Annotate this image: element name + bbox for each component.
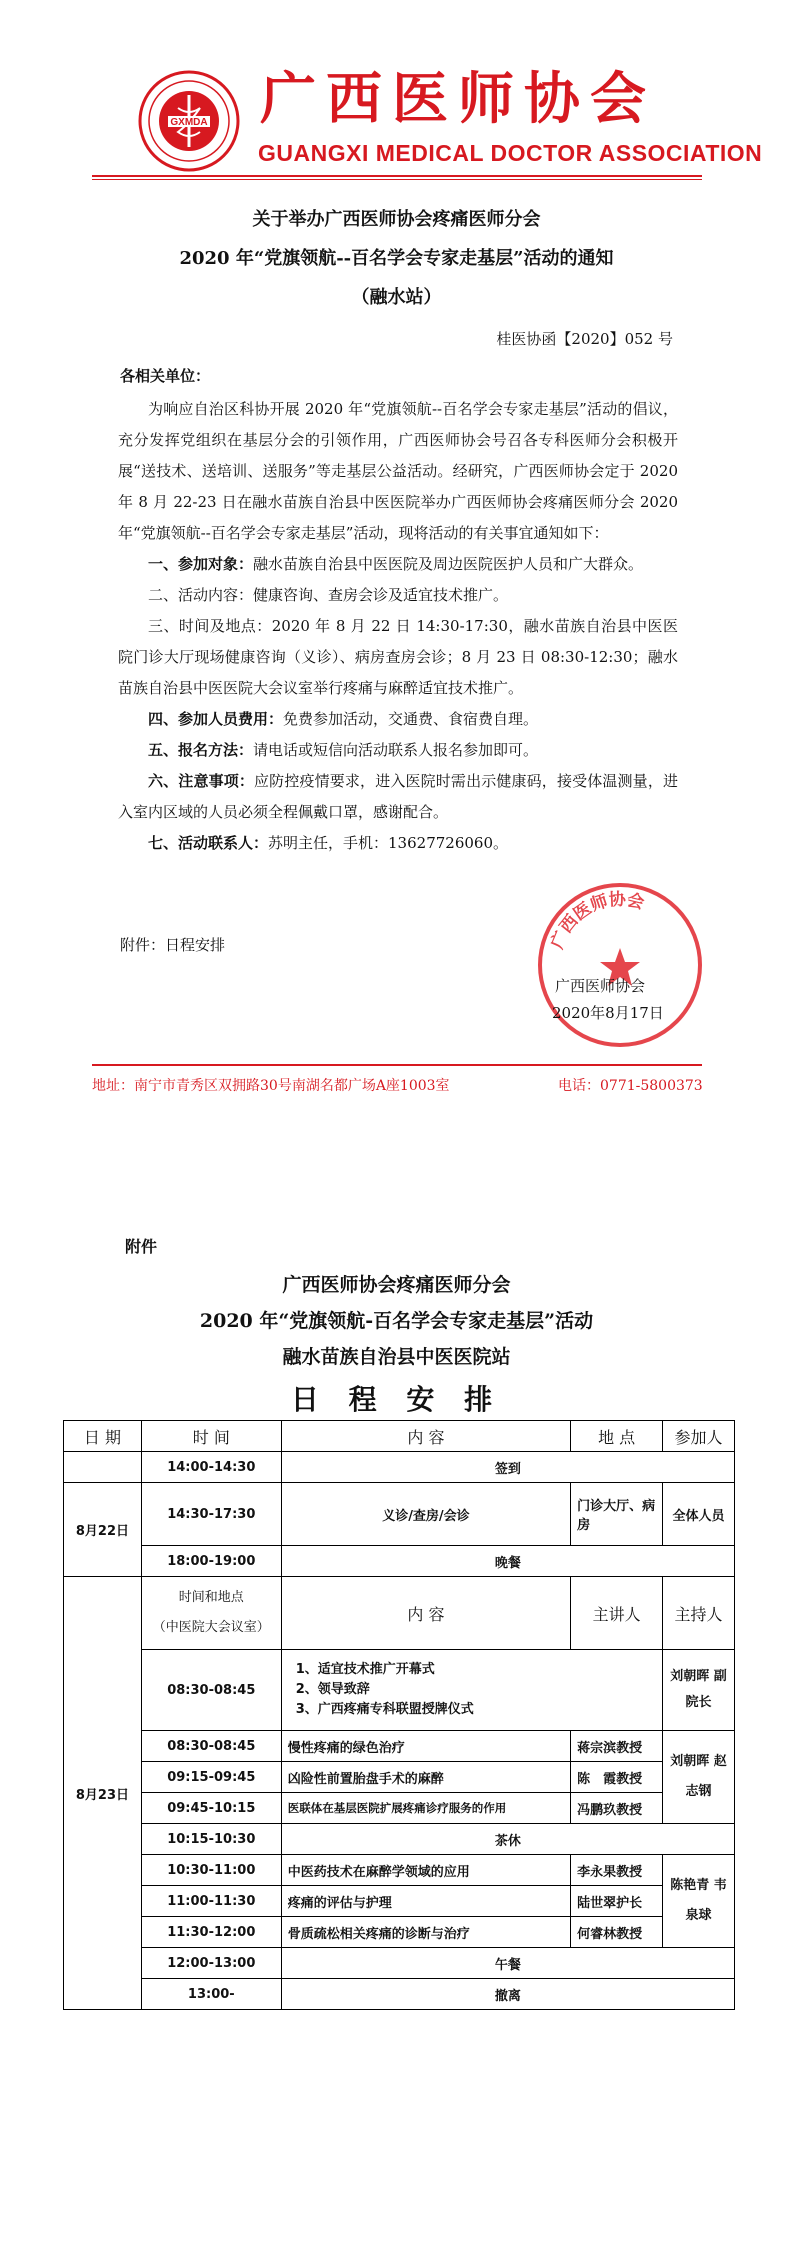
footer-phone: 电话：0771-5800373 xyxy=(558,1078,703,1094)
time-cell: 13:00- xyxy=(141,1979,281,2010)
intro-paragraph: 为响应自治区科协开展 2020 年“党旗领航--百名学会专家走基层”活动的倡议，充分发挥党组织在基层分会的引领作用，广西医师协会号召各专科医师分会积极开展“送技术、送培训、送服务”等走基层公益活动。经研究，广西医师协会定于 2020 年 8 月 22-23 日在融水苗族自治县中医医院举办广西医师协会疼痛医师分会 2020 年“党旗领航--百名学会专家走基层”活动，现将活动的有关事宜通知如下： xyxy=(118,400,678,542)
item-label: 四、参加人员费用： xyxy=(148,710,284,728)
document-number: 桂医协函【2020】052 号 xyxy=(496,330,673,348)
content-cell: 茶休 xyxy=(281,1824,734,1855)
time-cell: 14:30-17:30 xyxy=(141,1483,281,1546)
signer: 广西医师协会 xyxy=(555,977,646,995)
time-cell: 11:00-11:30 xyxy=(141,1886,281,1917)
table-row xyxy=(64,1483,735,1546)
item-5 xyxy=(118,735,678,766)
subheader-speaker: 主讲人 xyxy=(571,1577,663,1650)
table-row xyxy=(64,1731,735,1762)
speaker-cell: 陈 霞教授 xyxy=(571,1762,663,1793)
content-cell: 撤离 xyxy=(281,1979,734,2010)
time-cell: 10:30-11:00 xyxy=(141,1855,281,1886)
item-3 xyxy=(118,611,678,704)
header-rule xyxy=(92,175,702,177)
time-place-label: 时间和地点 xyxy=(178,1590,244,1605)
notice-body xyxy=(118,394,678,859)
item-text: 2020 年 8 月 22 日 14:30-17:30，融水苗族自治县中医医院门诊大厅现场健康咨询（义诊）、病房查房会诊；8 月 23 日 08:30-12:30；融水苗族自治县中医医院大会议室举行疼痛与麻醉适宜技术推广。 xyxy=(118,617,678,697)
speaker-cell: 冯鹏玖教授 xyxy=(571,1793,663,1824)
table-row xyxy=(64,1650,735,1731)
item-6 xyxy=(118,766,678,828)
header-rule-thin xyxy=(92,179,702,180)
time-cell: 12:00-13:00 xyxy=(141,1948,281,1979)
time-cell: 10:15-10:30 xyxy=(141,1824,281,1855)
org-name: 广西医师协会 xyxy=(260,67,656,132)
table-row xyxy=(64,1917,735,1948)
content-cell: 骨质疏松相关疼痛的诊断与治疗 xyxy=(281,1917,570,1948)
speaker-cell: 何睿林教授 xyxy=(571,1917,663,1948)
sign-date: 2020年8月17日 xyxy=(552,1004,664,1022)
schedule-title: 日 程 安 排 xyxy=(290,1383,503,1416)
org-name-en: GUANGXI MEDICAL DOCTOR ASSOCIATION xyxy=(258,140,763,166)
content-cell: 医联体在基层医院扩展疼痛诊疗服务的作用 xyxy=(281,1793,570,1824)
host-cell: 刘朝晖 赵志钢 xyxy=(663,1731,735,1824)
table-subheader-row xyxy=(64,1577,735,1650)
header-date: 日 期 xyxy=(64,1421,142,1452)
table-row xyxy=(64,1762,735,1793)
appendix-title-line-3: 融水苗族自治县中医医院站 xyxy=(282,1346,511,1368)
table-row xyxy=(64,1855,735,1886)
table-row xyxy=(64,1546,735,1577)
item-2 xyxy=(118,580,678,611)
time-cell: 11:30-12:00 xyxy=(141,1917,281,1948)
item-text: 请电话或短信向活动联系人报名参加即可。 xyxy=(253,741,539,759)
content-cell: 晚餐 xyxy=(281,1546,734,1577)
item-1 xyxy=(118,549,678,580)
time-place-header xyxy=(141,1577,281,1650)
appendix-label: 附件 xyxy=(125,1237,158,1256)
speaker-cell: 蒋宗滨教授 xyxy=(571,1731,663,1762)
association-logo xyxy=(138,70,240,172)
time-cell: 08:30-08:45 xyxy=(141,1650,281,1731)
time-cell: 09:15-09:45 xyxy=(141,1762,281,1793)
notice-title-line-2: 2020 年“党旗领航--百名学会专家走基层”活动的通知 xyxy=(179,248,614,269)
footer-rule xyxy=(92,1064,702,1066)
header-content: 内 容 xyxy=(281,1421,570,1452)
greeting: 各相关单位： xyxy=(120,367,211,385)
svg-text:广西医师协会 xyxy=(547,889,647,952)
schedule-table xyxy=(63,1420,735,2010)
subheader-content: 内 容 xyxy=(281,1577,570,1650)
place-cell: 门诊大厅、病房 xyxy=(571,1483,663,1546)
table-row xyxy=(64,1886,735,1917)
opening-line: 1、适宜技术推广开幕式 xyxy=(295,1662,435,1677)
opening-line: 3、广西疼痛专科联盟授牌仪式 xyxy=(295,1702,474,1717)
speaker-cell: 李永果教授 xyxy=(571,1855,663,1886)
item-label: 二、活动内容： xyxy=(148,586,254,604)
item-text: 健康咨询、查房会诊及适宜技术推广。 xyxy=(253,586,509,604)
appendix-title-line-2: 2020 年“党旗领航-百名学会专家走基层”活动 xyxy=(199,1310,594,1332)
subheader-host: 主持人 xyxy=(663,1577,735,1650)
logo-text: GXMDA xyxy=(170,117,208,128)
item-text: 免费参加活动，交通费、食宿费自理。 xyxy=(283,710,539,728)
time-cell: 09:45-10:15 xyxy=(141,1793,281,1824)
content-cell: 午餐 xyxy=(281,1948,734,1979)
date-cell: 8月23日 xyxy=(64,1577,142,2010)
content-cell: 义诊/查房/会诊 xyxy=(281,1483,570,1546)
header-people: 参加人 xyxy=(663,1421,735,1452)
item-text: 苏明主任，手机：13627726060。 xyxy=(268,834,508,852)
content-cell: 中医药技术在麻醉学领域的应用 xyxy=(281,1855,570,1886)
content-cell: 签到 xyxy=(281,1452,734,1483)
attachment-note: 附件：日程安排 xyxy=(120,936,226,954)
table-row xyxy=(64,1452,735,1483)
item-label: 六、注意事项： xyxy=(148,772,255,790)
empty-cell xyxy=(64,1452,142,1483)
opening-content-cell xyxy=(281,1650,662,1731)
official-seal xyxy=(535,880,705,1050)
table-row xyxy=(64,1979,735,2010)
item-label: 七、活动联系人： xyxy=(148,834,269,852)
table-header-row xyxy=(64,1421,735,1452)
opening-line: 2、领导致辞 xyxy=(295,1682,370,1697)
people-cell: 全体人员 xyxy=(663,1483,735,1546)
item-text: 应防控疫情要求，进入医院时需出示健康码，接受体温测量，进入室内区域的人员必须全程佩戴口罩，感谢配合。 xyxy=(118,772,678,821)
content-cell: 慢性疼痛的绿色治疗 xyxy=(281,1731,570,1762)
time-cell: 08:30-08:45 xyxy=(141,1731,281,1762)
header-time: 时 间 xyxy=(141,1421,281,1452)
content-cell: 疼痛的评估与护理 xyxy=(281,1886,570,1917)
item-label: 三、时间及地点： xyxy=(148,617,272,635)
footer-address: 地址：南宁市青秀区双拥路30号南湖名都广场A座1003室 xyxy=(92,1078,450,1094)
time-cell: 18:00-19:00 xyxy=(141,1546,281,1577)
speaker-cell: 陆世翠护长 xyxy=(571,1886,663,1917)
item-text: 融水苗族自治县中医医院及周边医院医护人员和广大群众。 xyxy=(253,555,644,573)
content-cell: 凶险性前置胎盘手术的麻醉 xyxy=(281,1762,570,1793)
table-row xyxy=(64,1948,735,1979)
notice-title-line-1: 关于举办广西医师协会疼痛医师分会 xyxy=(252,209,541,230)
date-cell: 8月22日 xyxy=(64,1483,142,1577)
table-row xyxy=(64,1793,735,1824)
host-cell: 陈艳青 韦泉球 xyxy=(663,1855,735,1948)
time-cell: 14:00-14:30 xyxy=(141,1452,281,1483)
item-4 xyxy=(118,704,678,735)
item-label: 一、参加对象： xyxy=(148,555,254,573)
host-cell: 刘朝晖 副院长 xyxy=(663,1650,735,1731)
item-7 xyxy=(118,828,678,859)
table-row xyxy=(64,1824,735,1855)
item-label: 五、报名方法： xyxy=(148,741,254,759)
seal-text: 广西医师协会 xyxy=(547,889,647,952)
notice-title-line-3: （融水站） xyxy=(351,287,442,308)
venue-label: （中医院大会议室） xyxy=(152,1620,270,1635)
appendix-title-line-1: 广西医师协会疼痛医师分会 xyxy=(282,1274,511,1296)
header-place: 地 点 xyxy=(571,1421,663,1452)
